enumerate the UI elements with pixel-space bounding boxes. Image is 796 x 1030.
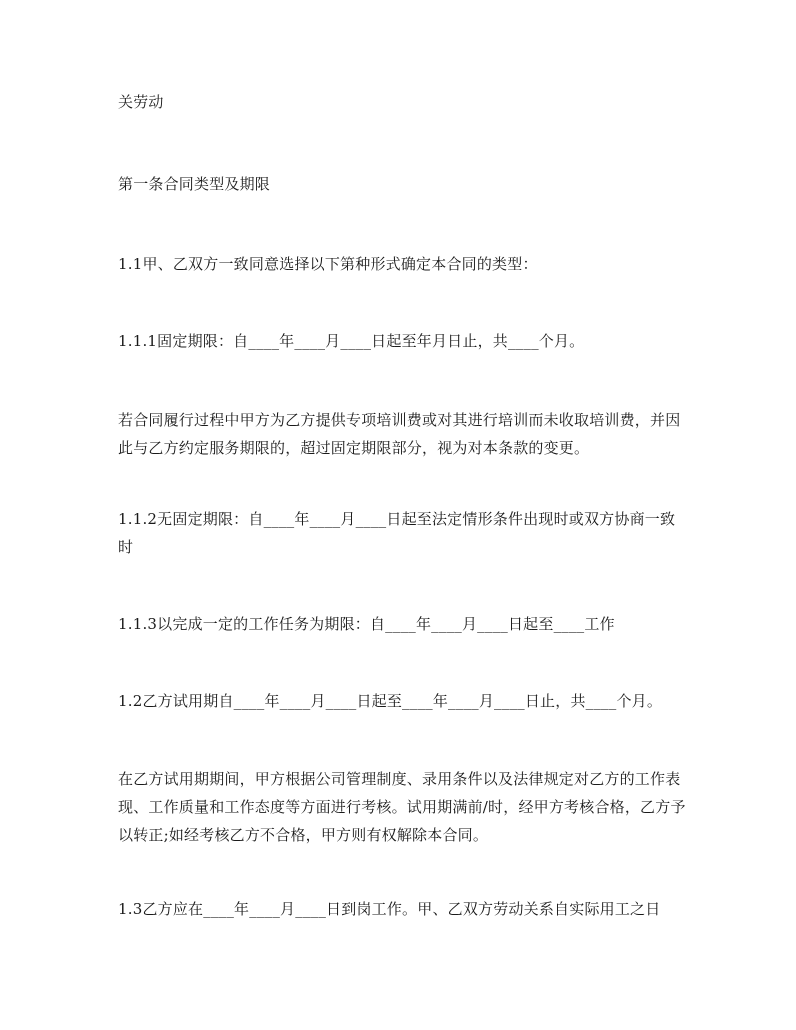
clause-1-1: 1.1甲、乙双方一致同意选择以下第种形式确定本合同的类型： [118,255,538,273]
clause-1-2: 1.2乙方试用期自____年____月____日起至____年____月____日止，共____个月。 [118,692,663,710]
clause-1-1-1-note: 若合同履行过程中甲方为乙方提供专项培训费或对其进行培训而未收取培训费，并因此与乙方约定服务期限的，超过固定期限部分，视为对本条款的变更。 [118,411,681,457]
clause-1-1-3: 1.1.3以完成一定的工作任务为期限：自____年____月____日起至____工作 [118,615,615,633]
clause-1-2-note: 在乙方试用期期间，甲方根据公司管理制度、录用条件以及法律规定对乙方的工作表现、工作质量和工作态度等方面进行考核。试用期满前/时，经甲方考核合格，乙方予以转正;如经考核乙方不合格，甲方则有权解除本合同。 [118,770,686,844]
heading-fragment: 关劳动 [118,93,164,111]
clause-1-1-1: 1.1.1固定期限：自____年____月____日起至年月日止，共____个月。 [118,332,585,350]
article-title: 第一条合同类型及期限 [118,175,271,193]
clause-1-3: 1.3乙方应在____年____月____日到岗工作。甲、乙双方劳动关系自实际用工之日 [118,900,661,918]
clause-1-1-2: 1.1.2无固定期限：自____年____月____日起至法定情形条件出现时或双方协商一致时 [118,510,676,556]
